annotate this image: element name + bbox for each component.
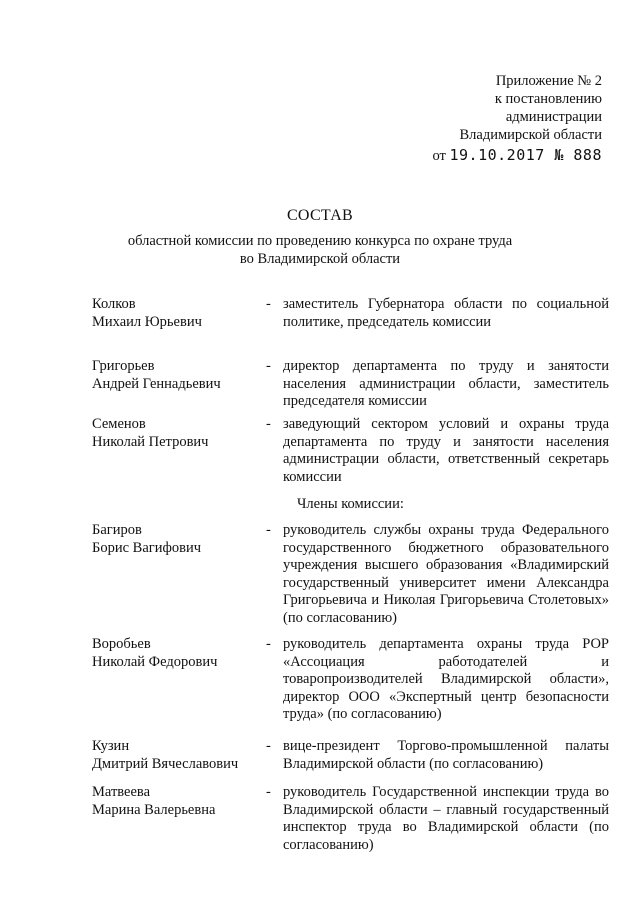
appendix-line-4: Владимирской области (459, 127, 602, 143)
member-given-names: Андрей Геннадьевич (92, 375, 221, 392)
member-role: заведующий сектором условий и охраны труда департамента по труду и занятости населения администрации области, ответственный секретарь комиссии (283, 416, 609, 485)
appendix-line-3: администрации (505, 109, 602, 125)
member-dash: - (266, 636, 271, 652)
member-role: заместитель Губернатора области по социальной политике, председатель комиссии (283, 296, 609, 330)
member-surname: Багиров (92, 522, 142, 538)
member-surname: Воробьев (92, 636, 151, 652)
member-role: руководитель службы охраны труда Федерального государственного бюджетного образовательного учреждения высшего образования «Владимирский государственный университет имени Александра Григорьевича и Николая Григорьевича Столетовых» (по согласованию) (283, 522, 609, 626)
document-subtitle-line-2: во Владимирской области (239, 251, 401, 267)
member-dash: - (266, 522, 271, 538)
member-name (92, 738, 257, 773)
date-and-number: 19.10.2017 № 888 (449, 146, 602, 164)
member-name (92, 358, 257, 393)
member-role: руководитель Государственной инспекции труда во Владимирской области – главный государственный инспектор труда во Владимирской области (по согласованию) (283, 784, 609, 853)
member-given-names: Михаил Юрьевич (92, 313, 202, 330)
member-role: директор департамента по труду и занятости населения администрации области, заместитель председателя комиссии (283, 358, 609, 409)
member-surname: Матвеева (92, 784, 151, 800)
appendix-line-2: к постановлению (494, 91, 602, 107)
member-dash: - (266, 358, 271, 374)
member-surname: Семенов (92, 416, 146, 432)
document-title: СОСТАВ (286, 207, 354, 224)
member-name (92, 416, 257, 451)
member-given-names: Дмитрий Вячеславович (92, 755, 239, 772)
member-given-names: Николай Федорович (92, 653, 218, 670)
member-given-names: Борис Вагифович (92, 539, 202, 556)
title-block (0, 206, 640, 268)
members-heading: Члены комиссии: (297, 496, 404, 512)
member-role: вице-президент Торгово-промышленной палаты Владимирской области (по согласованию) (283, 738, 609, 772)
appendix-date-line (432, 146, 602, 165)
document-subtitle-line-1: областной комиссии по проведению конкурса по охране труда (127, 233, 513, 249)
member-surname: Колков (92, 296, 136, 312)
member-name (92, 636, 257, 671)
date-prefix: от (432, 148, 446, 164)
member-dash: - (266, 738, 271, 754)
member-dash: - (266, 296, 271, 312)
appendix-block (432, 72, 602, 165)
member-dash: - (266, 416, 271, 432)
member-surname: Григорьев (92, 358, 155, 374)
member-name (92, 784, 257, 819)
member-dash: - (266, 784, 271, 800)
member-given-names: Марина Валерьевна (92, 801, 216, 818)
member-surname: Кузин (92, 738, 130, 754)
appendix-line-1: Приложение № 2 (495, 73, 602, 89)
member-name (92, 522, 257, 557)
member-name (92, 296, 257, 331)
member-given-names: Николай Петрович (92, 433, 209, 450)
member-role: руководитель департамента охраны труда РОР «Ассоциация работодателей и товаропроизводителей Владимирской области», директор ООО «Экспертный центр безопасности труда» (по согласованию) (283, 636, 609, 722)
